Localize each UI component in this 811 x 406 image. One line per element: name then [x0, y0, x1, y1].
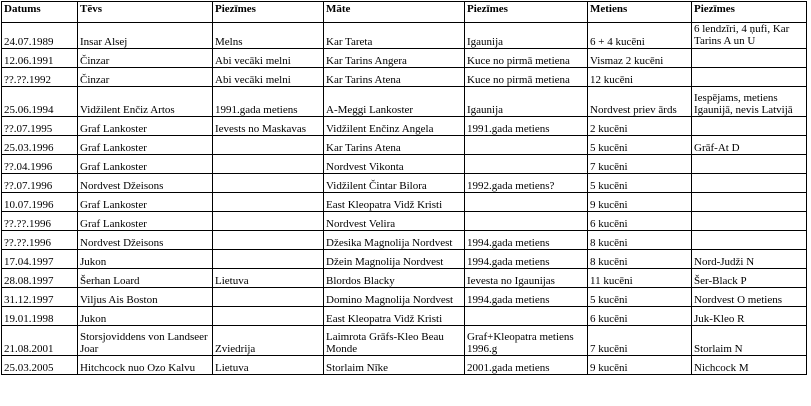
litter-cell: 5 kucēni [588, 174, 692, 193]
table-row [2, 288, 807, 307]
table-row [2, 49, 807, 68]
litter-notes-cell [692, 193, 807, 212]
father-notes-cell: 1991.gada metiens [213, 87, 324, 117]
date-cell: 10.07.1996 [2, 193, 78, 212]
father-cell: Viljus Ais Boston [78, 288, 213, 307]
mother-cell: Kar Tarins Atena [324, 68, 465, 87]
date-cell: 24.07.1989 [2, 23, 78, 49]
date-cell: 25.06.1994 [2, 87, 78, 117]
mother-cell: Kar Tarins Atena [324, 136, 465, 155]
father-notes-cell [213, 212, 324, 231]
father-cell: Šerhan Loard [78, 269, 213, 288]
date-cell: 19.01.1998 [2, 307, 78, 326]
litter-notes-cell: 6 lendzīri, 4 ņufi, Kar Tarins A un U [692, 23, 807, 49]
litter-cell: Nordvest priev ārds [588, 87, 692, 117]
column-header-mother-notes: Piezīmes [465, 2, 588, 23]
father-notes-cell [213, 193, 324, 212]
mother-cell: East Kleopatra Vidž Kristi [324, 193, 465, 212]
mother-notes-cell: 1994.gada metiens [465, 231, 588, 250]
mother-notes-cell: Graf+Kleopatra metiens 1996.g [465, 326, 588, 356]
father-cell: Činzar [78, 68, 213, 87]
date-cell: ??.04.1996 [2, 155, 78, 174]
father-notes-cell: Zviedrija [213, 326, 324, 356]
litter-cell: Vismaz 2 kucēni [588, 49, 692, 68]
table-row [2, 23, 807, 49]
mother-notes-cell: 1991.gada metiens [465, 117, 588, 136]
litter-notes-cell: Juk-Kleo R [692, 307, 807, 326]
litter-cell: 8 kucēni [588, 231, 692, 250]
mother-notes-cell [465, 155, 588, 174]
father-notes-cell: Abi vecāki melni [213, 49, 324, 68]
date-cell: ??.??.1996 [2, 212, 78, 231]
mother-cell: Storlaim Nīke [324, 356, 465, 375]
father-notes-cell [213, 174, 324, 193]
litter-notes-cell: Nordvest O metiens [692, 288, 807, 307]
table-row [2, 155, 807, 174]
father-cell: Graf Lankoster [78, 212, 213, 231]
date-cell: ??.??.1992 [2, 68, 78, 87]
litters-table [1, 1, 807, 375]
father-cell: Insar Alsej [78, 23, 213, 49]
table-row [2, 136, 807, 155]
date-cell: 17.04.1997 [2, 250, 78, 269]
mother-cell: Blordos Blacky [324, 269, 465, 288]
father-cell: Graf Lankoster [78, 155, 213, 174]
father-notes-cell [213, 250, 324, 269]
litter-notes-cell [692, 117, 807, 136]
table-row [2, 356, 807, 375]
mother-notes-cell: Igaunija [465, 87, 588, 117]
mother-notes-cell: Kuce no pirmā metiena [465, 49, 588, 68]
mother-cell: Kar Tareta [324, 23, 465, 49]
father-notes-cell [213, 155, 324, 174]
father-notes-cell: Ievests no Maskavas [213, 117, 324, 136]
mother-notes-cell [465, 212, 588, 231]
table-row [2, 269, 807, 288]
table-row [2, 68, 807, 87]
mother-notes-cell [465, 193, 588, 212]
date-cell: 25.03.1996 [2, 136, 78, 155]
mother-notes-cell: 1994.gada metiens [465, 250, 588, 269]
table-row [2, 174, 807, 193]
table-row [2, 326, 807, 356]
table-row [2, 250, 807, 269]
litter-cell: 9 kucēni [588, 193, 692, 212]
litter-cell: 9 kucēni [588, 356, 692, 375]
father-cell: Jukon [78, 307, 213, 326]
litter-cell: 5 kucēni [588, 288, 692, 307]
father-cell: Vidžilent Enčiz Artos [78, 87, 213, 117]
date-cell: 31.12.1997 [2, 288, 78, 307]
mother-cell: Džesika Magnolija Nordvest [324, 231, 465, 250]
table-row [2, 193, 807, 212]
mother-cell: Vidžilent Čintar Bilora [324, 174, 465, 193]
litter-notes-cell [692, 231, 807, 250]
father-notes-cell [213, 288, 324, 307]
father-cell: Nordvest Džeisons [78, 174, 213, 193]
litter-cell: 6 + 4 kucēni [588, 23, 692, 49]
litter-notes-cell: Iespējams, metiens Igaunijā, nevis Latvijā [692, 87, 807, 117]
mother-notes-cell: 1994.gada metiens [465, 288, 588, 307]
father-cell: Nordvest Džeisons [78, 231, 213, 250]
litter-cell: 7 kucēni [588, 155, 692, 174]
litter-cell: 12 kucēni [588, 68, 692, 87]
mother-cell: East Kleopatra Vidž Kristi [324, 307, 465, 326]
header-row [2, 2, 807, 23]
litter-notes-cell [692, 68, 807, 87]
mother-notes-cell: Igaunija [465, 23, 588, 49]
column-header-litter: Metiens [588, 2, 692, 23]
litter-notes-cell: Nichcock M [692, 356, 807, 375]
column-header-date: Datums [2, 2, 78, 23]
litter-notes-cell [692, 49, 807, 68]
mother-cell: Nordvest Velira [324, 212, 465, 231]
mother-cell: Laimrota Grāfs-Kleo Beau Monde [324, 326, 465, 356]
mother-notes-cell: Ievesta no Igaunijas [465, 269, 588, 288]
mother-cell: Domino Magnolija Nordvest [324, 288, 465, 307]
litter-cell: 6 kucēni [588, 212, 692, 231]
father-cell: Jukon [78, 250, 213, 269]
mother-notes-cell: 2001.gada metiens [465, 356, 588, 375]
litter-notes-cell: Grāf-At D [692, 136, 807, 155]
father-notes-cell: Melns [213, 23, 324, 49]
date-cell: ??.07.1995 [2, 117, 78, 136]
date-cell: 12.06.1991 [2, 49, 78, 68]
litter-notes-cell [692, 212, 807, 231]
date-cell: 28.08.1997 [2, 269, 78, 288]
column-header-father-notes: Piezīmes [213, 2, 324, 23]
mother-notes-cell [465, 136, 588, 155]
father-notes-cell: Abi vecāki melni [213, 68, 324, 87]
litter-cell: 2 kucēni [588, 117, 692, 136]
litter-notes-cell: Storlaim N [692, 326, 807, 356]
mother-cell: Džein Magnolija Nordvest [324, 250, 465, 269]
father-cell: Hitchcock nuo Ozo Kalvu [78, 356, 213, 375]
table-row [2, 87, 807, 117]
litter-notes-cell [692, 174, 807, 193]
date-cell: ??.07.1996 [2, 174, 78, 193]
litter-notes-cell: Šer-Black P [692, 269, 807, 288]
date-cell: 21.08.2001 [2, 326, 78, 356]
mother-cell: Kar Tarins Angera [324, 49, 465, 68]
father-cell: Storsjoviddens von Landseer Joar [78, 326, 213, 356]
table-row [2, 231, 807, 250]
table-row [2, 212, 807, 231]
father-notes-cell: Lietuva [213, 356, 324, 375]
date-cell: ??.??.1996 [2, 231, 78, 250]
mother-cell: Vidžilent Enčinz Angela [324, 117, 465, 136]
father-notes-cell [213, 231, 324, 250]
table-row [2, 307, 807, 326]
litter-cell: 6 kucēni [588, 307, 692, 326]
litter-cell: 5 kucēni [588, 136, 692, 155]
father-cell: Graf Lankoster [78, 136, 213, 155]
father-notes-cell [213, 307, 324, 326]
column-header-litter-notes: Piezīmes [692, 2, 807, 23]
mother-cell: A-Meggi Lankoster [324, 87, 465, 117]
mother-notes-cell: Kuce no pirmā metiena [465, 68, 588, 87]
mother-cell: Nordvest Vikonta [324, 155, 465, 174]
litter-cell: 7 kucēni [588, 326, 692, 356]
table-row [2, 117, 807, 136]
column-header-father: Tēvs [78, 2, 213, 23]
litter-cell: 8 kucēni [588, 250, 692, 269]
mother-notes-cell: 1992.gada metiens? [465, 174, 588, 193]
litter-cell: 11 kucēni [588, 269, 692, 288]
father-cell: Graf Lankoster [78, 117, 213, 136]
litter-notes-cell [692, 155, 807, 174]
mother-notes-cell [465, 307, 588, 326]
father-notes-cell [213, 136, 324, 155]
father-notes-cell: Lietuva [213, 269, 324, 288]
father-cell: Činzar [78, 49, 213, 68]
column-header-mother: Māte [324, 2, 465, 23]
father-cell: Graf Lankoster [78, 193, 213, 212]
table-body [2, 23, 807, 375]
litter-notes-cell: Nord-Judži N [692, 250, 807, 269]
date-cell: 25.03.2005 [2, 356, 78, 375]
